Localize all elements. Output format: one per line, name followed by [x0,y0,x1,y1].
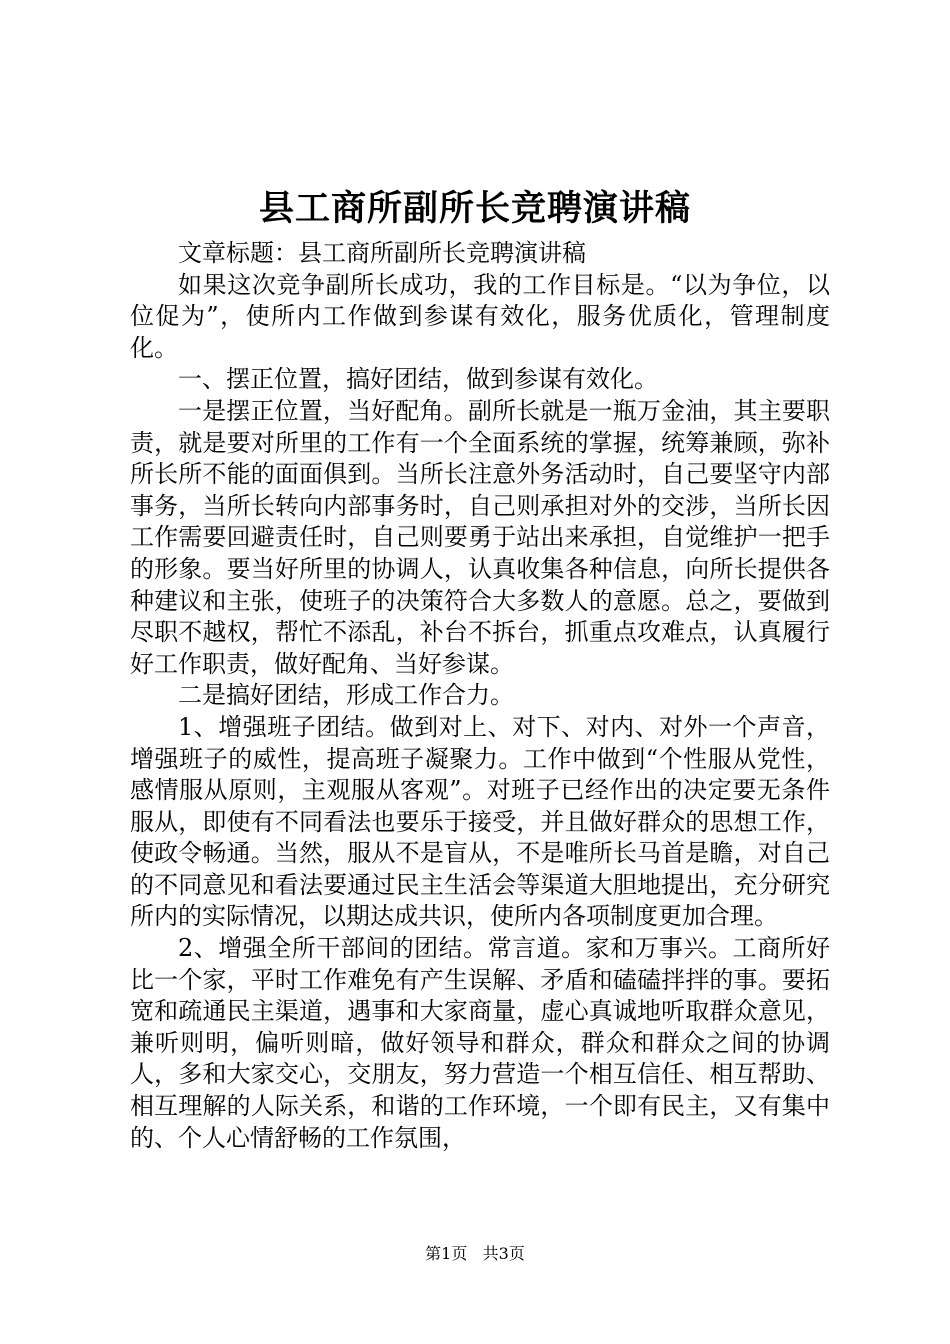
paragraph-goal: 如果这次竞争副所长成功，我的工作目标是。“以为争位，以位促为”，使所内工作做到参谋有效化，服务优质化，管理制度化。 [130,270,830,362]
paragraph-section-one-heading: 一、摆正位置，搞好团结，做到参谋有效化。 [178,365,658,394]
document-title: 县工商所副所长竞聘演讲稿 [258,188,691,229]
document-body [130,238,830,1154]
paragraph-staff-unity: 2、增强全所干部间的团结。常言道。家和万事兴。工商所好比一个家，平时工作难免有产生误解、矛盾和磕磕拌拌的事。要拓宽和疏通民主渠道，遇事和大家商量，虚心真诚地听取群众意见，兼听则明，偏听则暗，做好领导和群众，群众和群众之间的协调人，多和大家交心，交朋友，努力营造一个相互信任、相互帮助、相互理解的人际关系，和谐的工作环境，一个即有民主，又有集中的、个人心情舒畅的工作氛围， [130,934,830,1152]
page-number: 第1页 [425,1244,468,1263]
page-total: 共3页 [482,1244,525,1263]
paragraph-team-unity: 1、增强班子团结。做到对上、对下、对内、对外一个声音，增强班子的威性，提高班子凝聚力。工作中做到“个性服从党性，感情服从原则，主观服从客观”。对班子已经作出的决定要无条件服从，即使有不同看法也要乐于接受，并且做好群众的思想工作，使政令畅通。当然，服从不是盲从，不是唯所长马首是瞻，对自己的不同意见和看法要通过民主生活会等渠道大胆地提出，充分研究所内的实际情况，以期达成共识，使所内各项制度更加合理。 [130,712,830,931]
page-footer [0,1244,950,1264]
paragraph-unity-heading: 二是搞好团结，形成工作合力。 [178,681,514,710]
page-separator [472,1244,477,1263]
paragraph-article-title: 文章标题：县工商所副所长竞聘演讲稿 [178,239,586,267]
paragraph-position: 一是摆正位置，当好配角。副所长就是一瓶万金油，其主要职责，就是要对所里的工作有一个全面系统的掌握，统筹兼顾，弥补所长所不能的面面俱到。当所长注意外务活动时，自己要坚守内部事务，当所长转向内部事务时，自己则承担对外的交涉，当所长因工作需要回避责任时，自己则要勇于站出来承担，自觉维护一把手的形象。要当好所里的协调人，认真收集各种信息，向所长提供各种建议和主张，使班子的决策符合大多数人的意愿。总之，要做到尽职不越权，帮忙不添乱，补台不拆台，抓重点攻难点，认真履行好工作职责，做好配角、当好参谋。 [130,396,830,678]
